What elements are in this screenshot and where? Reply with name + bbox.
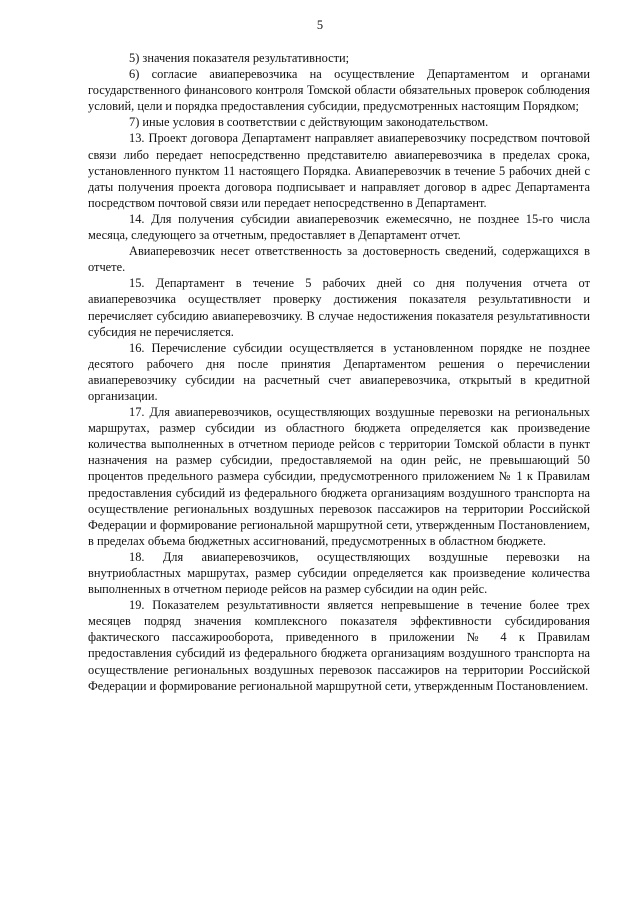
paragraph-clause-16: 16. Перечисление субсидии осуществляется в установленном порядке не позднее десятого рабочего дня после принятия Департаментом решения о перечислении авиаперевозчику субсидии на расчетный счет авиаперевозчика, открытый в кредитной организации. (88, 340, 590, 403)
paragraph-clause-17: 17. Для авиаперевозчиков, осуществляющих воздушные перевозки на региональных маршрутах, размер субсидии из областного бюджета определяется как произведение количества выполненных в отчетном периоде рейсов с территории Томской области в пункт назначения на размер субсидии, предоставляемой на один рейс, не превышающий 50 процентов предельного размера субсидии, предусмотренного приложением № 1 к Правилам предоставления субсидий из федерального бюджета организациям воздушного транспорта на осуществление региональных воздушных перевозок пассажиров на территории Российской Федерации и формирование региональной маршрутной сети, утвержденным Постановлением, в пределах объема бюджетных ассигнований, предусмотренных в областном бюджете. (88, 405, 590, 548)
document-body (88, 50, 590, 694)
paragraph-clause-15: 15. Департамент в течение 5 рабочих дней со дня получения отчета от авиаперевозчика осуществляет проверку достижения показателя результативности и перечисляет субсидию авиаперевозчику. В случае недостижения показателя результативности субсидия не перечисляется. (88, 276, 590, 339)
paragraph-clause-14: 14. Для получения субсидии авиаперевозчик ежемесячно, не позднее 15-го числа месяца, следующего за отчетным, предоставляет в Департамент отчет. (88, 211, 590, 243)
page-number: 5 (316, 18, 324, 32)
paragraph-item-5: 5) значения показателя результативности; (129, 51, 350, 65)
paragraph-clause-18: 18. Для авиаперевозчиков, осуществляющих воздушные перевозки на внутриобластных маршрутах, размер субсидии определяется как произведение количества выполненных в отчетном периоде рейсов на размер субсидии на один рейс. (88, 549, 590, 597)
paragraph-clause-19: 19. Показателем результативности является непревышение в течение более трех месяцев подряд значения комплексного показателя эффективности субсидирования фактического пассажирооборота, приведенного в приложении № 4 к Правилам предоставления субсидий из федерального бюджета организациям воздушного транспорта на осуществление региональных воздушных перевозок пассажиров на территории Российской Федерации и формирование региональной маршрутной сети, утвержденным Постановлением. (88, 598, 590, 693)
paragraph-item-6: 6) согласие авиаперевозчика на осуществление Департаментом и органами государственного финансового контроля Томской области обязательных проверок соблюдения условий, цели и порядка предоставления субсидии, предусмотренных настоящим Порядком; (88, 67, 590, 114)
paragraph-item-7: 7) иные условия в соответствии с действующим законодательством. (129, 115, 489, 130)
paragraph-clause-13: 13. Проект договора Департамент направляет авиаперевозчику посредством почтовой связи либо передает непосредственно представителю авиаперевозчика в пределах срока, установленного пунктом 11 настоящего Порядка. Авиаперевозчик в течение 5 рабочих дней с даты получения проекта договора подписывает и направляет договор в адрес Департамента посредством почтовой связи или передает непосредственно в Департамент. (88, 131, 590, 210)
paragraph-responsibility: Авиаперевозчик несет ответственность за достоверность сведений, содержащихся в отчете. (88, 244, 590, 275)
